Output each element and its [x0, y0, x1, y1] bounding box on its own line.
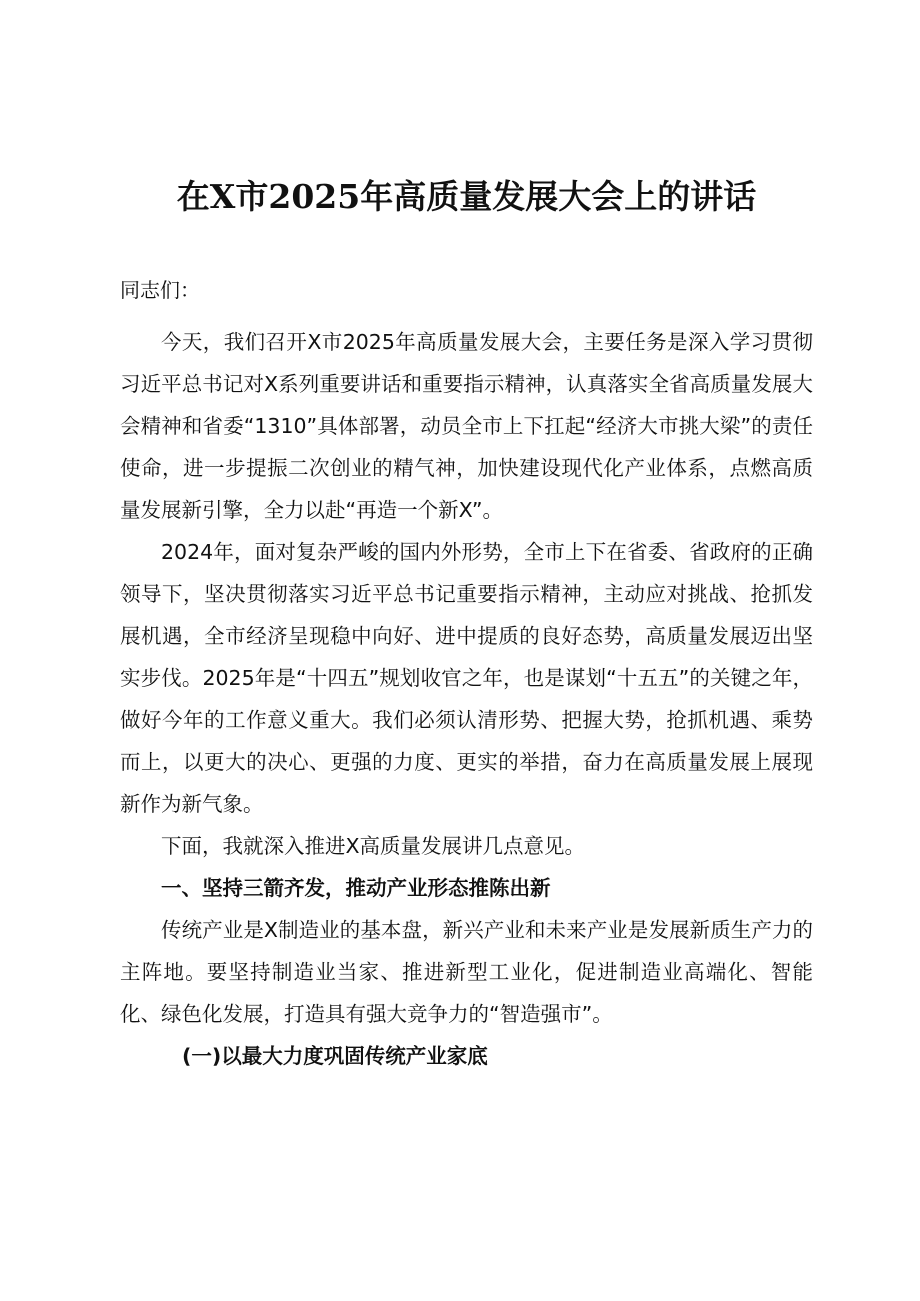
document-title: 在X市2025年高质量发展大会上的讲话	[176, 177, 757, 216]
paragraph-transition: 下面，我就深入推进X高质量发展讲几点意见。	[161, 834, 586, 858]
paragraph-opening: 今天，我们召开X市2025年高质量发展大会，主要任务是深入学习贯彻习近平总书记对X系列重要讲话和重要指示精神，认真落实全省高质量发展大会精神和省委“1310”具体部署，动员全市上下扛起“经济大市挑大梁”的责任使命，进一步提振二次创业的精气神，加快建设现代化产业体系，点燃高质量发展新引擎，全力以赴“再造一个新X”。	[120, 330, 813, 522]
subsection-heading-1: (一)以最大力度巩固传统产业家底	[182, 1044, 488, 1068]
salutation: 同志们：	[120, 278, 200, 302]
paragraph-section-1: 传统产业是X制造业的基本盘，新兴产业和未来产业是发展新质生产力的主阵地。要坚持制造业当家、推进新型工业化，促进制造业高端化、智能化、绿色化发展，打造具有强大竞争力的“智造强市”。	[120, 918, 813, 1026]
section-heading-1: 一、坚持三箭齐发，推动产业形态推陈出新	[161, 876, 551, 900]
paragraph-review-2024: 2024年，面对复杂严峻的国内外形势，全市上下在省委、省政府的正确领导下，坚决贯彻落实习近平总书记重要指示精神，主动应对挑战、抢抓发展机遇，全市经济呈现稳中向好、进中提质的良好态势，高质量发展迈出坚实步伐。2025年是“十四五”规划收官之年，也是谋划“十五五”的关键之年，做好今年的工作意义重大。我们必须认清形势、把握大势，抢抓机遇、乘势而上，以更大的决心、更强的力度、更实的举措，奋力在高质量发展上展现新作为新气象。	[120, 540, 813, 816]
